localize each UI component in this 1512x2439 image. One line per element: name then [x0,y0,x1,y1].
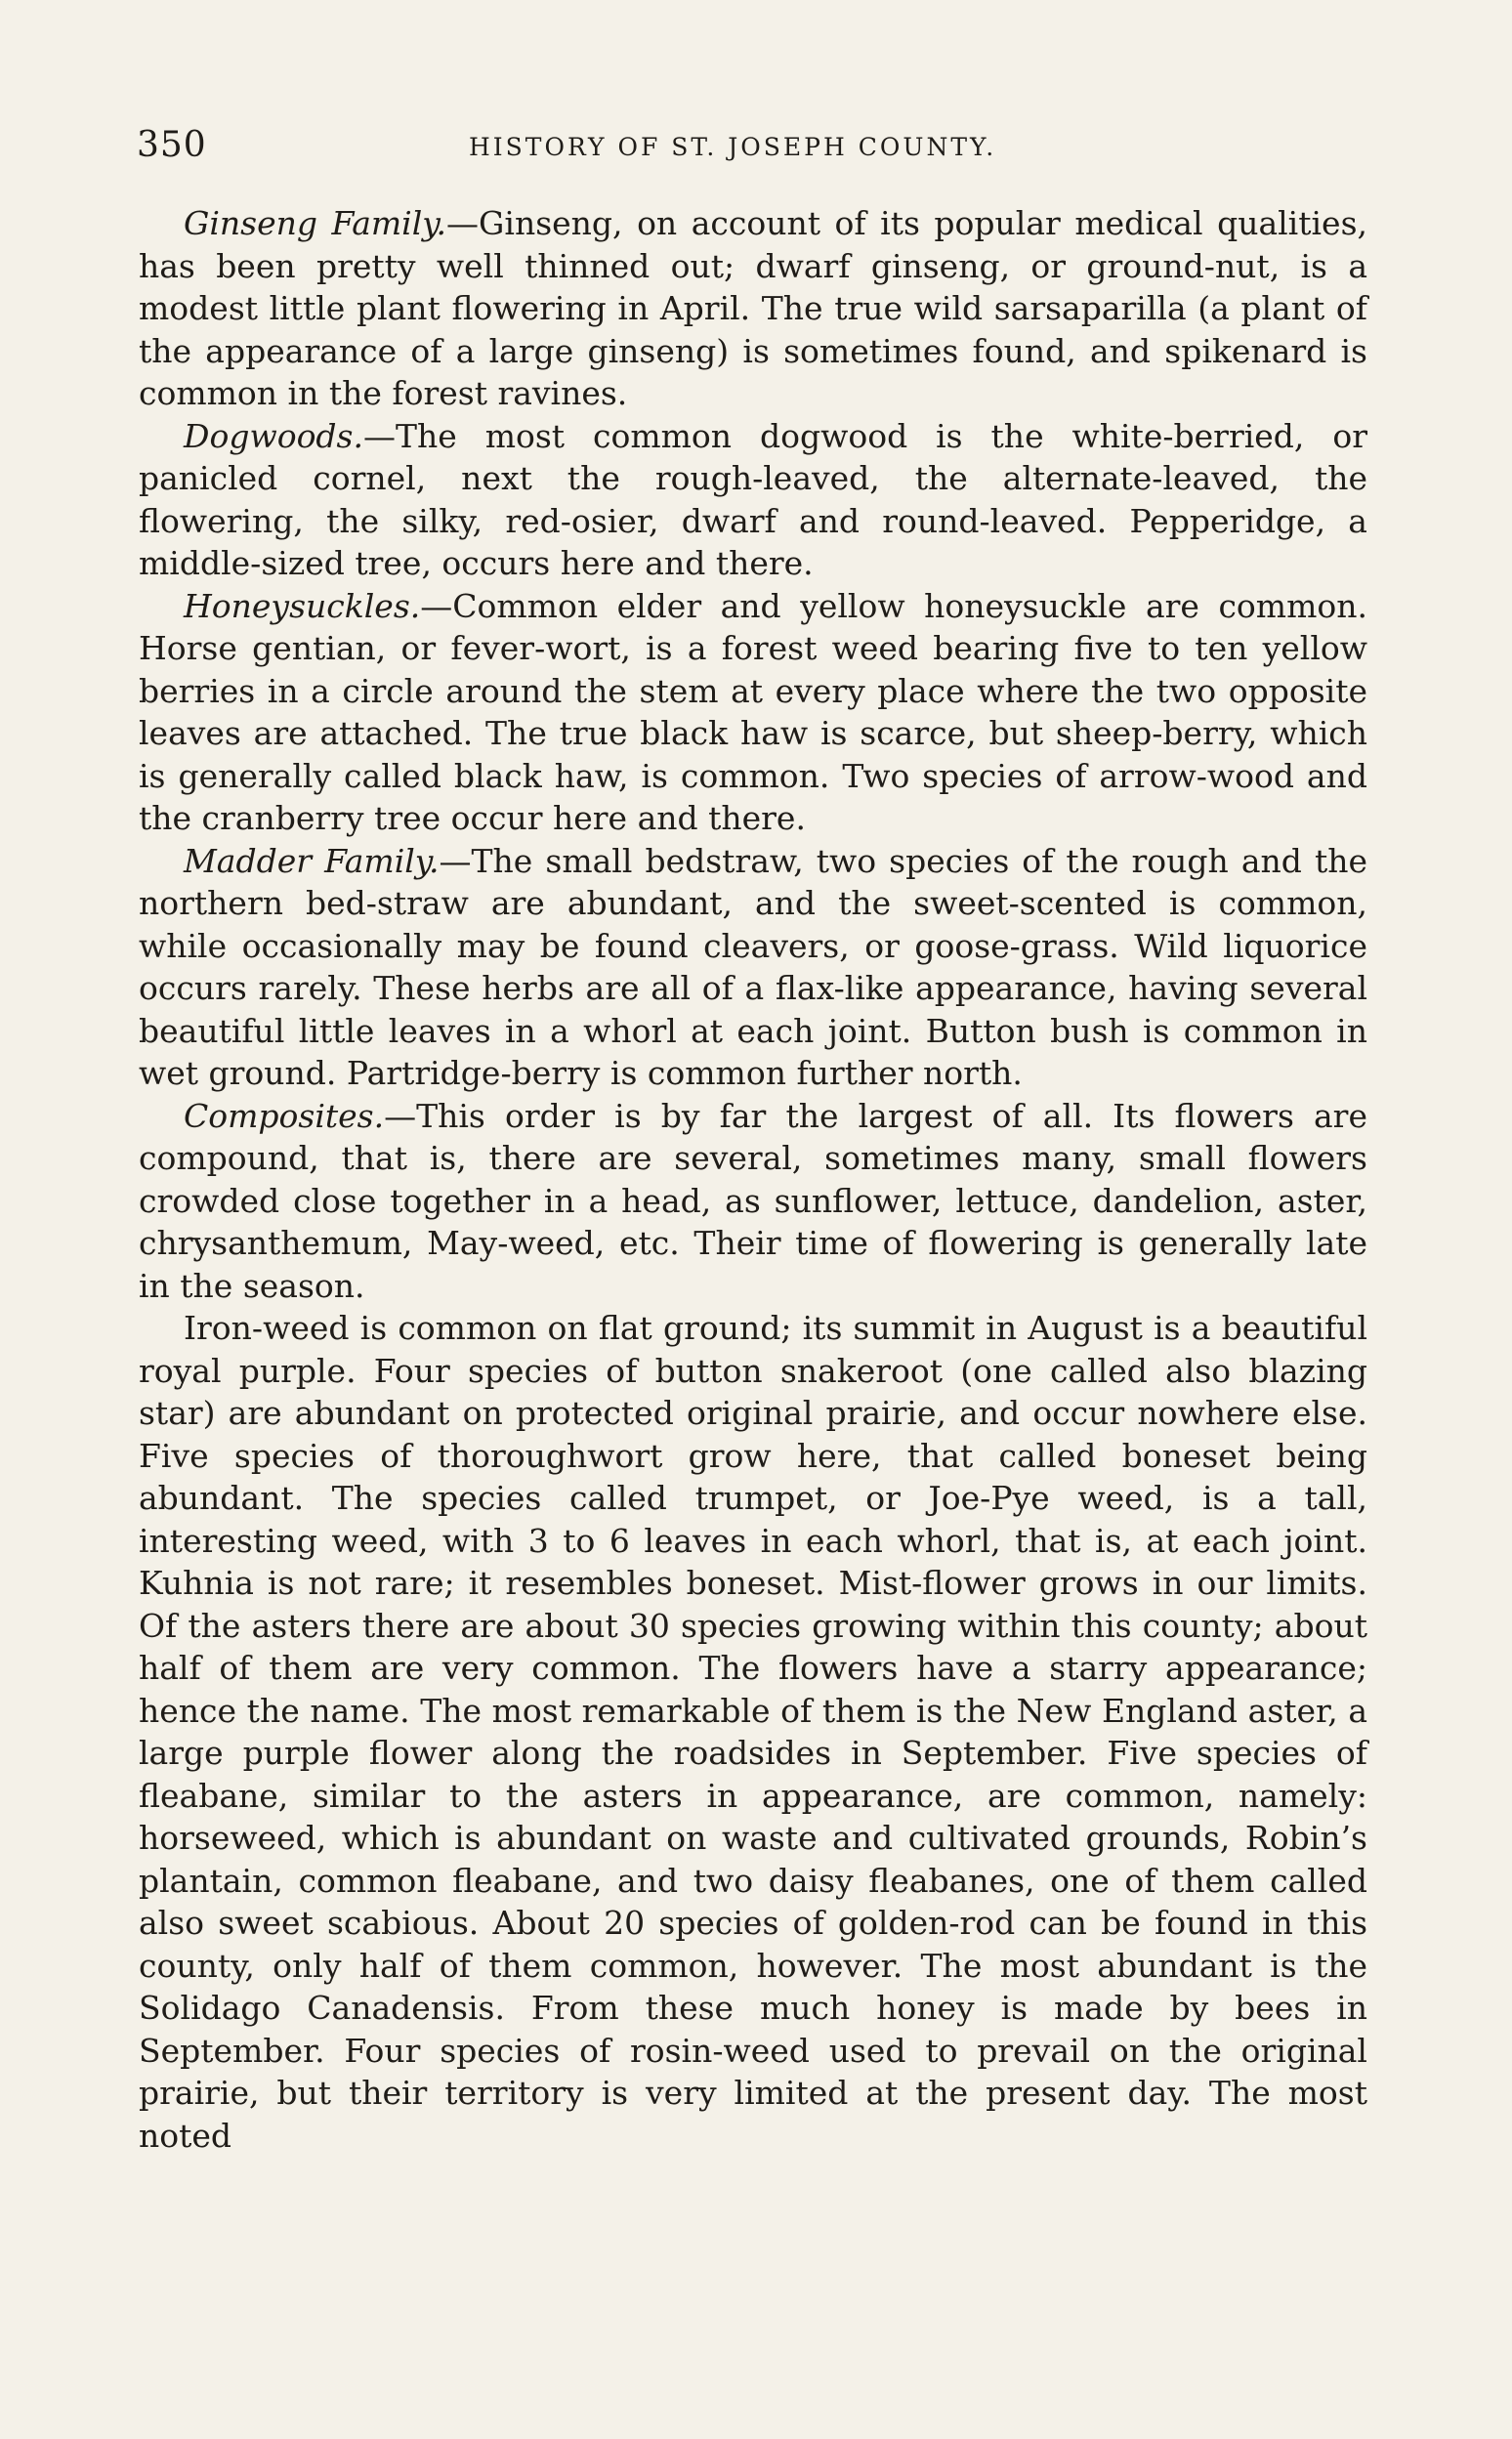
paragraph-honeysuckles [139,585,1367,840]
paragraph-ginseng-family [139,202,1367,415]
paragraph-text: —The small bedstraw, two species of the rough and the northern bed-straw are abundant, and the sweet-scented is common, while occasionally may be found cleavers, or goose-grass. Wild liquorice occurs rarely. These herbs are all of a flax-like appearance, having several beautiful little leaves in a whorl at each joint. Button bush is common in wet ground. Partridge-berry is common further north. [139,841,1367,1092]
paragraph-text: —The most common dogwood is the white-berried, or panicled cornel, next the rough-leaved, the alternate-leaved, the flowering, the silky, red-osier, dwarf and round-leaved. Pepperidge, a middle-sized tree, occurs here and there. [139,416,1367,582]
paragraph-text: —Ginseng, on account of its popular medical qualities, has been pretty well thinned out; dwarf ginseng, or ground-nut, is a modest little plant flowering in April. The true wild sarsaparilla (a plant of the appearance of a large ginseng) is sometimes found, and spikenard is common in the forest ravines. [139,204,1368,412]
paragraph-heading: Ginseng Family. [184,204,447,242]
page-number: 350 [137,125,207,165]
paragraph-text: —Common elder and yellow honeysuckle are common. Horse gentian, or fever-wort, is a forest weed bearing five to ten yellow berries in a circle around the stem at every place where the two opposite leaves are attached. The true black haw is scarce, but sheep-berry, which is generally called black haw, is common. Two species of arrow-wood and the cranberry tree occur here and there. [139,586,1367,837]
running-title: HISTORY OF ST. JOSEPH COUNTY. [469,133,997,161]
paragraph-text: Iron-weed is common on flat ground; its summit in August is a beautiful royal purple. Four species of button snakeroot (one called also blazing star) are abundant on protected original prairie, and occur nowhere else. Five species of thoroughwort grow here, that called boneset being abundant. The species called trumpet, or Joe-Pye weed, is a tall, interesting weed, with 3 to 6 leaves in each whorl, that is, at each joint. Kuhnia is not rare; it resembles boneset. Mist-flower grows in our limits. Of the asters there are about 30 species growing within this county; about half of them are very common. The flowers have a starry appearance; hence the name. The most remarkable of them is the New England aster, a large purple flower along the roadsides in September. Five species of fleabane, similar to the asters in appearance, are common, namely: horseweed, which is abundant on waste and cultivated grounds, Robin’s plantain, common fleabane, and two daisy fleabanes, one of them called also sweet scabious. About 20 species of golden-rod can be found in this county, only half of them common, however. The most abundant is the Solidago Canadensis. From these much honey is made by bees in September. Four species of rosin-weed used to prevail on the original prairie, but their territory is very limited at the present day. The most noted [139,1309,1367,2155]
paragraph-iron-weed [139,1307,1367,2157]
paragraph-heading: Composites. [184,1096,385,1135]
body-text [139,202,1367,2157]
paragraph-text: —This order is by far the largest of all. Its flowers are compound, that is, there are several, sometimes many, small flowers crowded close together in a head, as sunflower, lettuce, dandelion, aster, chrysanthemum, May-weed, etc. Their time of flowering is generally late in the season. [139,1096,1367,1305]
paragraph-composites [139,1095,1367,1308]
paragraph-heading: Honeysuckles. [184,586,421,625]
running-head [137,125,1367,174]
paragraph-heading: Madder Family. [184,841,440,880]
paragraph-heading: Dogwoods. [184,416,363,455]
paragraph-madder-family [139,840,1367,1095]
paragraph-dogwoods [139,415,1367,585]
